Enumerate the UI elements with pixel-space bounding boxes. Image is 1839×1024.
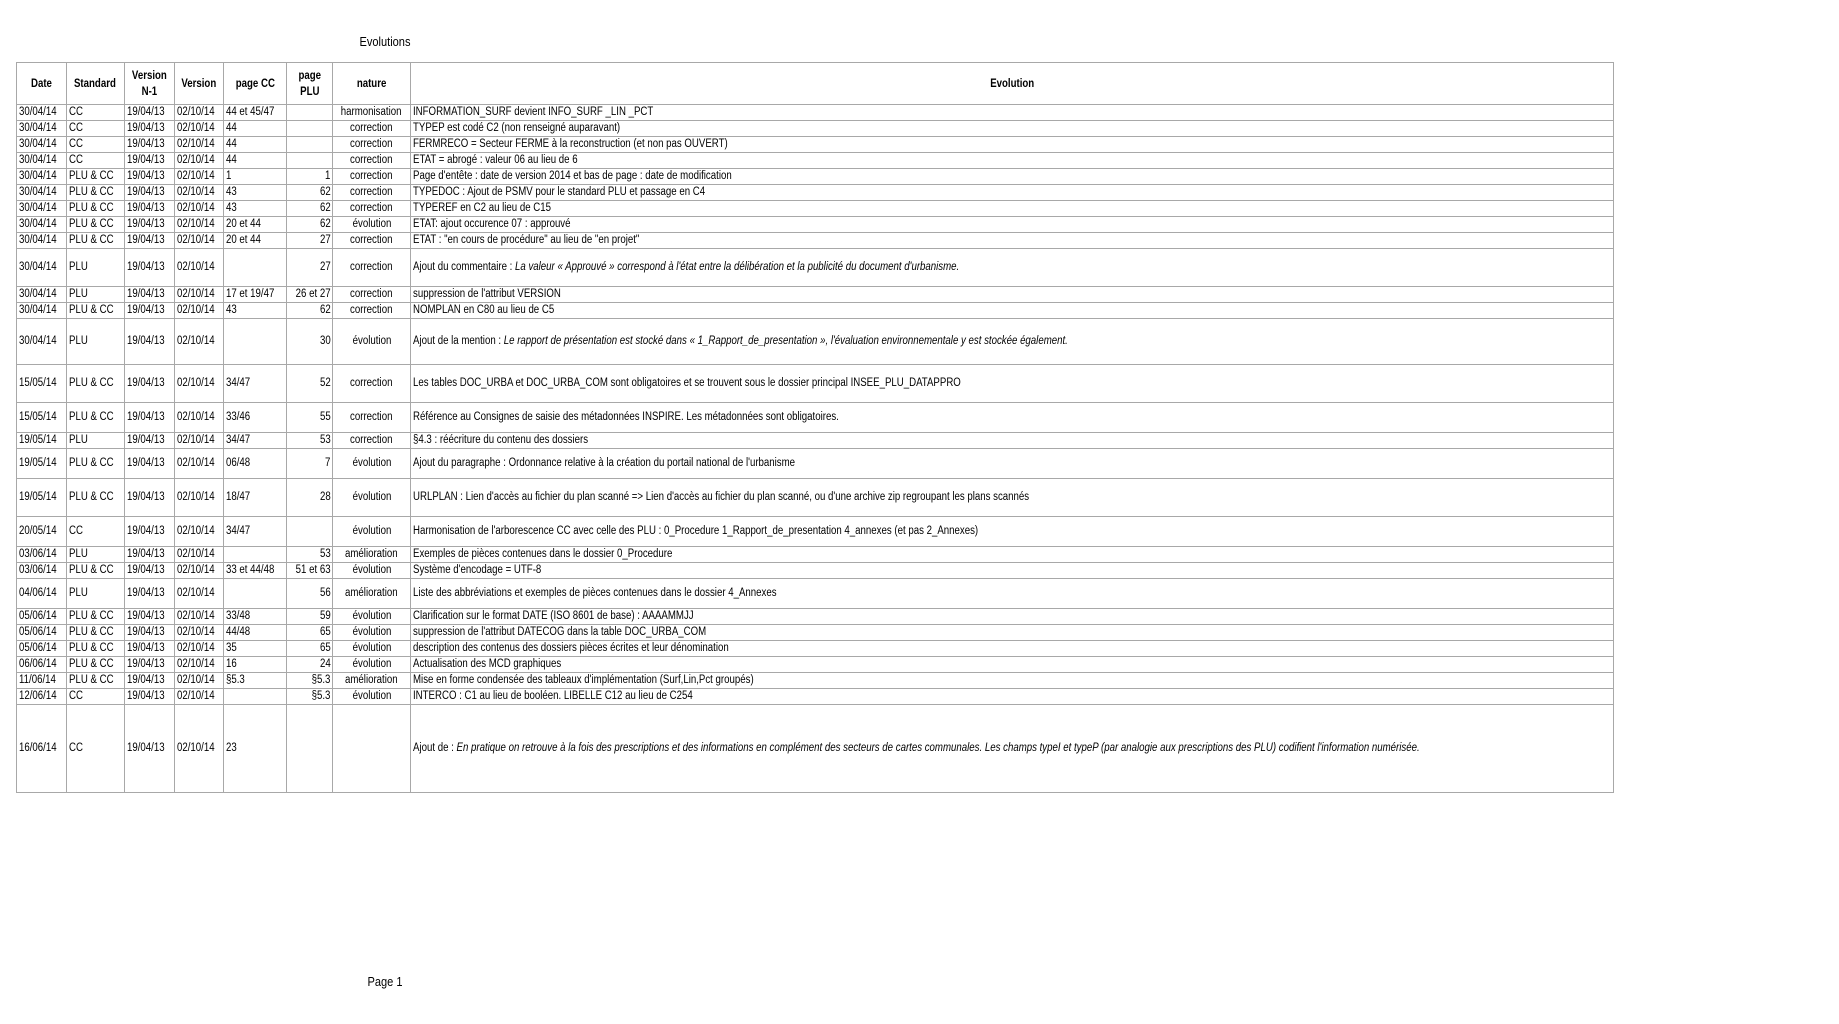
table-row [17, 319, 1614, 365]
cell-page-cc: 16 [224, 657, 287, 673]
cell-date: 30/04/14 [17, 303, 67, 319]
cell-evolution: Clarification sur le format DATE (ISO 8601 de base) : AAAAMMJJ [410, 609, 1613, 625]
cell-page-cc: 43 [224, 185, 287, 201]
cell-nature: amélioration [333, 579, 410, 609]
cell-version-n1: 19/04/13 [124, 319, 174, 365]
table-row [17, 705, 1614, 793]
cell-page-cc: 23 [224, 705, 287, 793]
cell-version-n1: 19/04/13 [124, 185, 174, 201]
cell-page-plu [286, 517, 333, 547]
cell-version-n1: 19/04/13 [124, 153, 174, 169]
cell-version: 02/10/14 [174, 433, 224, 449]
cell-standard: PLU & CC [66, 403, 124, 433]
cell-page-cc: 34/47 [224, 433, 287, 449]
cell-nature: évolution [333, 449, 410, 479]
table-row [17, 365, 1614, 403]
cell-standard: PLU & CC [66, 657, 124, 673]
cell-standard: PLU & CC [66, 479, 124, 517]
cell-date: 30/04/14 [17, 201, 67, 217]
cell-page-plu [286, 153, 333, 169]
cell-nature: évolution [333, 479, 410, 517]
cell-nature: évolution [333, 657, 410, 673]
header-version-n1: Version N-1 [124, 63, 174, 105]
cell-standard: CC [66, 689, 124, 705]
cell-standard: PLU & CC [66, 217, 124, 233]
cell-page-plu [286, 705, 333, 793]
cell-version: 02/10/14 [174, 517, 224, 547]
cell-nature: correction [333, 249, 410, 287]
cell-nature: correction [333, 121, 410, 137]
cell-page-plu: 27 [286, 249, 333, 287]
cell-version-n1: 19/04/13 [124, 479, 174, 517]
cell-date: 30/04/14 [17, 121, 67, 137]
cell-standard: PLU & CC [66, 673, 124, 689]
table-row [17, 287, 1614, 303]
cell-page-plu: 28 [286, 479, 333, 517]
cell-page-plu: 26 et 27 [286, 287, 333, 303]
table-row [17, 641, 1614, 657]
table-row [17, 185, 1614, 201]
cell-version-n1: 19/04/13 [124, 689, 174, 705]
cell-standard: PLU & CC [66, 185, 124, 201]
cell-evolution: ETAT: ajout occurence 07 : approuvé [410, 217, 1613, 233]
cell-evolution: Les tables DOC_URBA et DOC_URBA_COM sont obligatoires et se trouvent sous le dossier principal INSEE_PLU_DATAPPRO [410, 365, 1613, 403]
cell-page-plu: 24 [286, 657, 333, 673]
cell-page-cc: 43 [224, 303, 287, 319]
cell-version-n1: 19/04/13 [124, 449, 174, 479]
cell-version: 02/10/14 [174, 185, 224, 201]
header-page-cc: page CC [224, 63, 287, 105]
cell-page-plu: §5.3 [286, 673, 333, 689]
cell-page-cc [224, 249, 287, 287]
cell-nature: correction [333, 365, 410, 403]
header-date: Date [17, 63, 67, 105]
cell-standard: CC [66, 153, 124, 169]
cell-date: 06/06/14 [17, 657, 67, 673]
cell-date: 30/04/14 [17, 137, 67, 153]
cell-page-cc: 44 [224, 121, 287, 137]
cell-version: 02/10/14 [174, 579, 224, 609]
cell-page-cc: 34/47 [224, 365, 287, 403]
cell-nature: correction [333, 185, 410, 201]
cell-evolution: Ajout de : En pratique on retrouve à la fois des prescriptions et des informations en complément des secteurs de cartes communales. Les champs typeI et typeP (par analogie aux prescriptions des PLU) codifient l'information numérisée. [410, 705, 1613, 793]
cell-evolution: NOMPLAN en C80 au lieu de C5 [410, 303, 1613, 319]
cell-page-cc: 44/48 [224, 625, 287, 641]
cell-nature [333, 705, 410, 793]
cell-version-n1: 19/04/13 [124, 547, 174, 563]
cell-version: 02/10/14 [174, 689, 224, 705]
cell-version: 02/10/14 [174, 479, 224, 517]
cell-version-n1: 19/04/13 [124, 517, 174, 547]
cell-page-plu: 62 [286, 201, 333, 217]
cell-evolution: TYPEREF en C2 au lieu de C15 [410, 201, 1613, 217]
cell-version-n1: 19/04/13 [124, 201, 174, 217]
cell-page-plu: 27 [286, 233, 333, 249]
cell-version: 02/10/14 [174, 641, 224, 657]
cell-standard: PLU & CC [66, 625, 124, 641]
cell-page-cc: 20 et 44 [224, 233, 287, 249]
header-standard: Standard [66, 63, 124, 105]
cell-date: 05/06/14 [17, 641, 67, 657]
cell-page-plu: 62 [286, 303, 333, 319]
cell-standard: PLU & CC [66, 303, 124, 319]
cell-version-n1: 19/04/13 [124, 233, 174, 249]
cell-version: 02/10/14 [174, 673, 224, 689]
cell-version: 02/10/14 [174, 137, 224, 153]
cell-nature: correction [333, 287, 410, 303]
cell-date: 30/04/14 [17, 153, 67, 169]
cell-standard: PLU & CC [66, 609, 124, 625]
cell-page-cc: 43 [224, 201, 287, 217]
cell-page-cc: 44 et 45/47 [224, 105, 287, 121]
cell-version: 02/10/14 [174, 169, 224, 185]
cell-page-cc: 06/48 [224, 449, 287, 479]
cell-nature: correction [333, 137, 410, 153]
cell-standard: CC [66, 137, 124, 153]
cell-version: 02/10/14 [174, 563, 224, 579]
table-row [17, 403, 1614, 433]
table-row [17, 517, 1614, 547]
table-row [17, 249, 1614, 287]
cell-page-cc [224, 579, 287, 609]
cell-version-n1: 19/04/13 [124, 673, 174, 689]
header-version: Version [174, 63, 224, 105]
cell-page-plu: 56 [286, 579, 333, 609]
cell-date: 19/05/14 [17, 433, 67, 449]
cell-version-n1: 19/04/13 [124, 169, 174, 185]
cell-version-n1: 19/04/13 [124, 303, 174, 319]
cell-page-cc: 44 [224, 137, 287, 153]
cell-evolution: Ajout du commentaire : La valeur « Approuvé » correspond à l'état entre la délibération et la publicité du document d'urbanisme. [410, 249, 1613, 287]
cell-standard: CC [66, 705, 124, 793]
cell-standard: CC [66, 105, 124, 121]
cell-page-cc: 17 et 19/47 [224, 287, 287, 303]
table-row [17, 153, 1614, 169]
header-nature: nature [333, 63, 410, 105]
cell-version-n1: 19/04/13 [124, 705, 174, 793]
cell-date: 30/04/14 [17, 249, 67, 287]
cell-version-n1: 19/04/13 [124, 217, 174, 233]
cell-standard: PLU [66, 319, 124, 365]
cell-date: 20/05/14 [17, 517, 67, 547]
cell-nature: correction [333, 403, 410, 433]
cell-standard: PLU [66, 547, 124, 563]
table-row [17, 169, 1614, 185]
cell-page-plu: 52 [286, 365, 333, 403]
cell-page-cc: §5.3 [224, 673, 287, 689]
cell-nature: évolution [333, 563, 410, 579]
table-body [17, 105, 1614, 793]
table-row [17, 105, 1614, 121]
cell-page-cc: 35 [224, 641, 287, 657]
cell-nature: correction [333, 433, 410, 449]
cell-date: 11/06/14 [17, 673, 67, 689]
cell-evolution: suppression de l'attribut DATECOG dans la table DOC_URBA_COM [410, 625, 1613, 641]
cell-date: 03/06/14 [17, 563, 67, 579]
cell-date: 19/05/14 [17, 479, 67, 517]
cell-nature: correction [333, 169, 410, 185]
cell-evolution: INTERCO : C1 au lieu de booléen. LIBELLE C12 au lieu de C254 [410, 689, 1613, 705]
cell-standard: PLU & CC [66, 169, 124, 185]
cell-version: 02/10/14 [174, 403, 224, 433]
cell-evolution: Ajout du paragraphe : Ordonnance relative à la création du portail national de l'urbanisme [410, 449, 1613, 479]
cell-page-plu: 7 [286, 449, 333, 479]
cell-version: 02/10/14 [174, 657, 224, 673]
cell-page-plu [286, 121, 333, 137]
cell-date: 05/06/14 [17, 625, 67, 641]
cell-nature: correction [333, 303, 410, 319]
cell-version: 02/10/14 [174, 449, 224, 479]
cell-page-plu: 65 [286, 641, 333, 657]
cell-date: 15/05/14 [17, 403, 67, 433]
cell-page-cc: 34/47 [224, 517, 287, 547]
cell-version-n1: 19/04/13 [124, 121, 174, 137]
cell-version-n1: 19/04/13 [124, 137, 174, 153]
cell-version: 02/10/14 [174, 153, 224, 169]
cell-evolution: Exemples de pièces contenues dans le dossier 0_Procedure [410, 547, 1613, 563]
cell-date: 15/05/14 [17, 365, 67, 403]
cell-version: 02/10/14 [174, 365, 224, 403]
cell-nature: évolution [333, 319, 410, 365]
cell-page-cc: 1 [224, 169, 287, 185]
cell-date: 05/06/14 [17, 609, 67, 625]
cell-standard: PLU & CC [66, 201, 124, 217]
cell-date: 16/06/14 [17, 705, 67, 793]
cell-nature: correction [333, 233, 410, 249]
cell-version: 02/10/14 [174, 319, 224, 365]
cell-standard: PLU & CC [66, 449, 124, 479]
cell-date: 30/04/14 [17, 319, 67, 365]
cell-nature: correction [333, 153, 410, 169]
cell-version-n1: 19/04/13 [124, 625, 174, 641]
cell-date: 30/04/14 [17, 287, 67, 303]
cell-standard: PLU & CC [66, 233, 124, 249]
cell-date: 03/06/14 [17, 547, 67, 563]
cell-evolution: §4.3 : réécriture du contenu des dossiers [410, 433, 1613, 449]
page-title: Evolutions [359, 34, 411, 49]
cell-evolution: INFORMATION_SURF devient INFO_SURF _LIN _PCT [410, 105, 1613, 121]
cell-nature: harmonisation [333, 105, 410, 121]
cell-nature: évolution [333, 689, 410, 705]
cell-date: 19/05/14 [17, 449, 67, 479]
cell-date: 30/04/14 [17, 169, 67, 185]
cell-standard: CC [66, 517, 124, 547]
cell-page-plu: 62 [286, 185, 333, 201]
cell-evolution: URLPLAN : Lien d'accès au fichier du plan scanné => Lien d'accès au fichier du plan scanné, ou d'une archive zip regroupant les plans scannés [410, 479, 1613, 517]
evolutions-table [16, 62, 1614, 793]
cell-version-n1: 19/04/13 [124, 641, 174, 657]
cell-page-cc: 18/47 [224, 479, 287, 517]
cell-page-cc: 20 et 44 [224, 217, 287, 233]
cell-evolution: Mise en forme condensée des tableaux d'implémentation (Surf,Lin,Pct groupés) [410, 673, 1613, 689]
cell-version-n1: 19/04/13 [124, 433, 174, 449]
table-row [17, 217, 1614, 233]
cell-evolution: Page d'entête : date de version 2014 et bas de page : date de modification [410, 169, 1613, 185]
cell-date: 30/04/14 [17, 185, 67, 201]
cell-nature: évolution [333, 609, 410, 625]
cell-date: 04/06/14 [17, 579, 67, 609]
table-row [17, 433, 1614, 449]
cell-page-cc [224, 689, 287, 705]
cell-evolution: ETAT : "en cours de procédure" au lieu de "en projet" [410, 233, 1613, 249]
cell-page-cc: 44 [224, 153, 287, 169]
cell-date: 30/04/14 [17, 233, 67, 249]
cell-page-plu: §5.3 [286, 689, 333, 705]
cell-date: 30/04/14 [17, 105, 67, 121]
cell-nature: amélioration [333, 673, 410, 689]
cell-date: 30/04/14 [17, 217, 67, 233]
cell-evolution: Système d'encodage = UTF-8 [410, 563, 1613, 579]
cell-standard: CC [66, 121, 124, 137]
cell-evolution: FERMRECO = Secteur FERME à la reconstruction (et non pas OUVERT) [410, 137, 1613, 153]
table-row [17, 121, 1614, 137]
cell-standard: PLU & CC [66, 563, 124, 579]
cell-evolution: TYPEP est codé C2 (non renseigné auparavant) [410, 121, 1613, 137]
cell-page-cc [224, 319, 287, 365]
table-row [17, 547, 1614, 563]
cell-page-cc: 33 et 44/48 [224, 563, 287, 579]
cell-page-plu [286, 137, 333, 153]
table-row [17, 579, 1614, 609]
cell-evolution: Actualisation des MCD graphiques [410, 657, 1613, 673]
cell-evolution: Ajout de la mention : Le rapport de présentation est stocké dans « 1_Rapport_de_presentation », l'évaluation environnementale y est stockée également. [410, 319, 1613, 365]
cell-version-n1: 19/04/13 [124, 249, 174, 287]
cell-nature: amélioration [333, 547, 410, 563]
cell-version-n1: 19/04/13 [124, 365, 174, 403]
cell-nature: évolution [333, 217, 410, 233]
cell-evolution: suppression de l'attribut VERSION [410, 287, 1613, 303]
cell-version: 02/10/14 [174, 287, 224, 303]
cell-page-plu: 55 [286, 403, 333, 433]
table-row [17, 609, 1614, 625]
cell-version: 02/10/14 [174, 233, 224, 249]
cell-version: 02/10/14 [174, 105, 224, 121]
table-row [17, 303, 1614, 319]
cell-page-plu [286, 105, 333, 121]
cell-version: 02/10/14 [174, 625, 224, 641]
cell-version: 02/10/14 [174, 201, 224, 217]
cell-version-n1: 19/04/13 [124, 287, 174, 303]
header-row [17, 63, 1614, 105]
cell-page-plu: 51 et 63 [286, 563, 333, 579]
table-row [17, 563, 1614, 579]
cell-page-plu: 65 [286, 625, 333, 641]
table-row [17, 449, 1614, 479]
cell-version-n1: 19/04/13 [124, 563, 174, 579]
table-row [17, 479, 1614, 517]
cell-version-n1: 19/04/13 [124, 657, 174, 673]
cell-page-cc: 33/48 [224, 609, 287, 625]
cell-standard: PLU & CC [66, 365, 124, 403]
cell-page-cc [224, 547, 287, 563]
cell-version: 02/10/14 [174, 609, 224, 625]
cell-page-plu: 53 [286, 547, 333, 563]
cell-standard: PLU [66, 433, 124, 449]
cell-nature: évolution [333, 641, 410, 657]
cell-standard: PLU & CC [66, 641, 124, 657]
cell-version-n1: 19/04/13 [124, 403, 174, 433]
cell-nature: évolution [333, 517, 410, 547]
cell-date: 12/06/14 [17, 689, 67, 705]
cell-version: 02/10/14 [174, 705, 224, 793]
cell-evolution: ETAT = abrogé : valeur 06 au lieu de 6 [410, 153, 1613, 169]
cell-standard: PLU [66, 249, 124, 287]
cell-nature: correction [333, 201, 410, 217]
table-row [17, 201, 1614, 217]
cell-page-plu: 53 [286, 433, 333, 449]
cell-standard: PLU [66, 579, 124, 609]
cell-version-n1: 19/04/13 [124, 105, 174, 121]
cell-evolution: TYPEDOC : Ajout de PSMV pour le standard PLU et passage en C4 [410, 185, 1613, 201]
cell-nature: évolution [333, 625, 410, 641]
header-page-plu: page PLU [286, 63, 333, 105]
cell-version: 02/10/14 [174, 547, 224, 563]
cell-page-cc: 33/46 [224, 403, 287, 433]
table-row [17, 625, 1614, 641]
cell-evolution: Liste des abbréviations et exemples de pièces contenues dans le dossier 4_Annexes [410, 579, 1613, 609]
cell-version-n1: 19/04/13 [124, 609, 174, 625]
cell-evolution: Référence au Consignes de saisie des métadonnées INSPIRE. Les métadonnées sont obligatoires. [410, 403, 1613, 433]
cell-page-plu: 59 [286, 609, 333, 625]
cell-page-plu: 1 [286, 169, 333, 185]
cell-page-plu: 30 [286, 319, 333, 365]
cell-evolution: Harmonisation de l'arborescence CC avec celle des PLU : 0_Procedure 1_Rapport_de_presentation 4_annexes (et pas 2_Annexes) [410, 517, 1613, 547]
cell-version: 02/10/14 [174, 303, 224, 319]
cell-page-plu: 62 [286, 217, 333, 233]
cell-evolution: description des contenus des dossiers pièces écrites et leur dénomination [410, 641, 1613, 657]
page-footer: Page 1 [367, 974, 403, 989]
header-evolution: Evolution [410, 63, 1613, 105]
cell-version: 02/10/14 [174, 121, 224, 137]
cell-version-n1: 19/04/13 [124, 579, 174, 609]
cell-version: 02/10/14 [174, 217, 224, 233]
table-row [17, 233, 1614, 249]
cell-standard: PLU [66, 287, 124, 303]
cell-version: 02/10/14 [174, 249, 224, 287]
table-row [17, 673, 1614, 689]
table-row [17, 689, 1614, 705]
table-row [17, 137, 1614, 153]
table-row [17, 657, 1614, 673]
